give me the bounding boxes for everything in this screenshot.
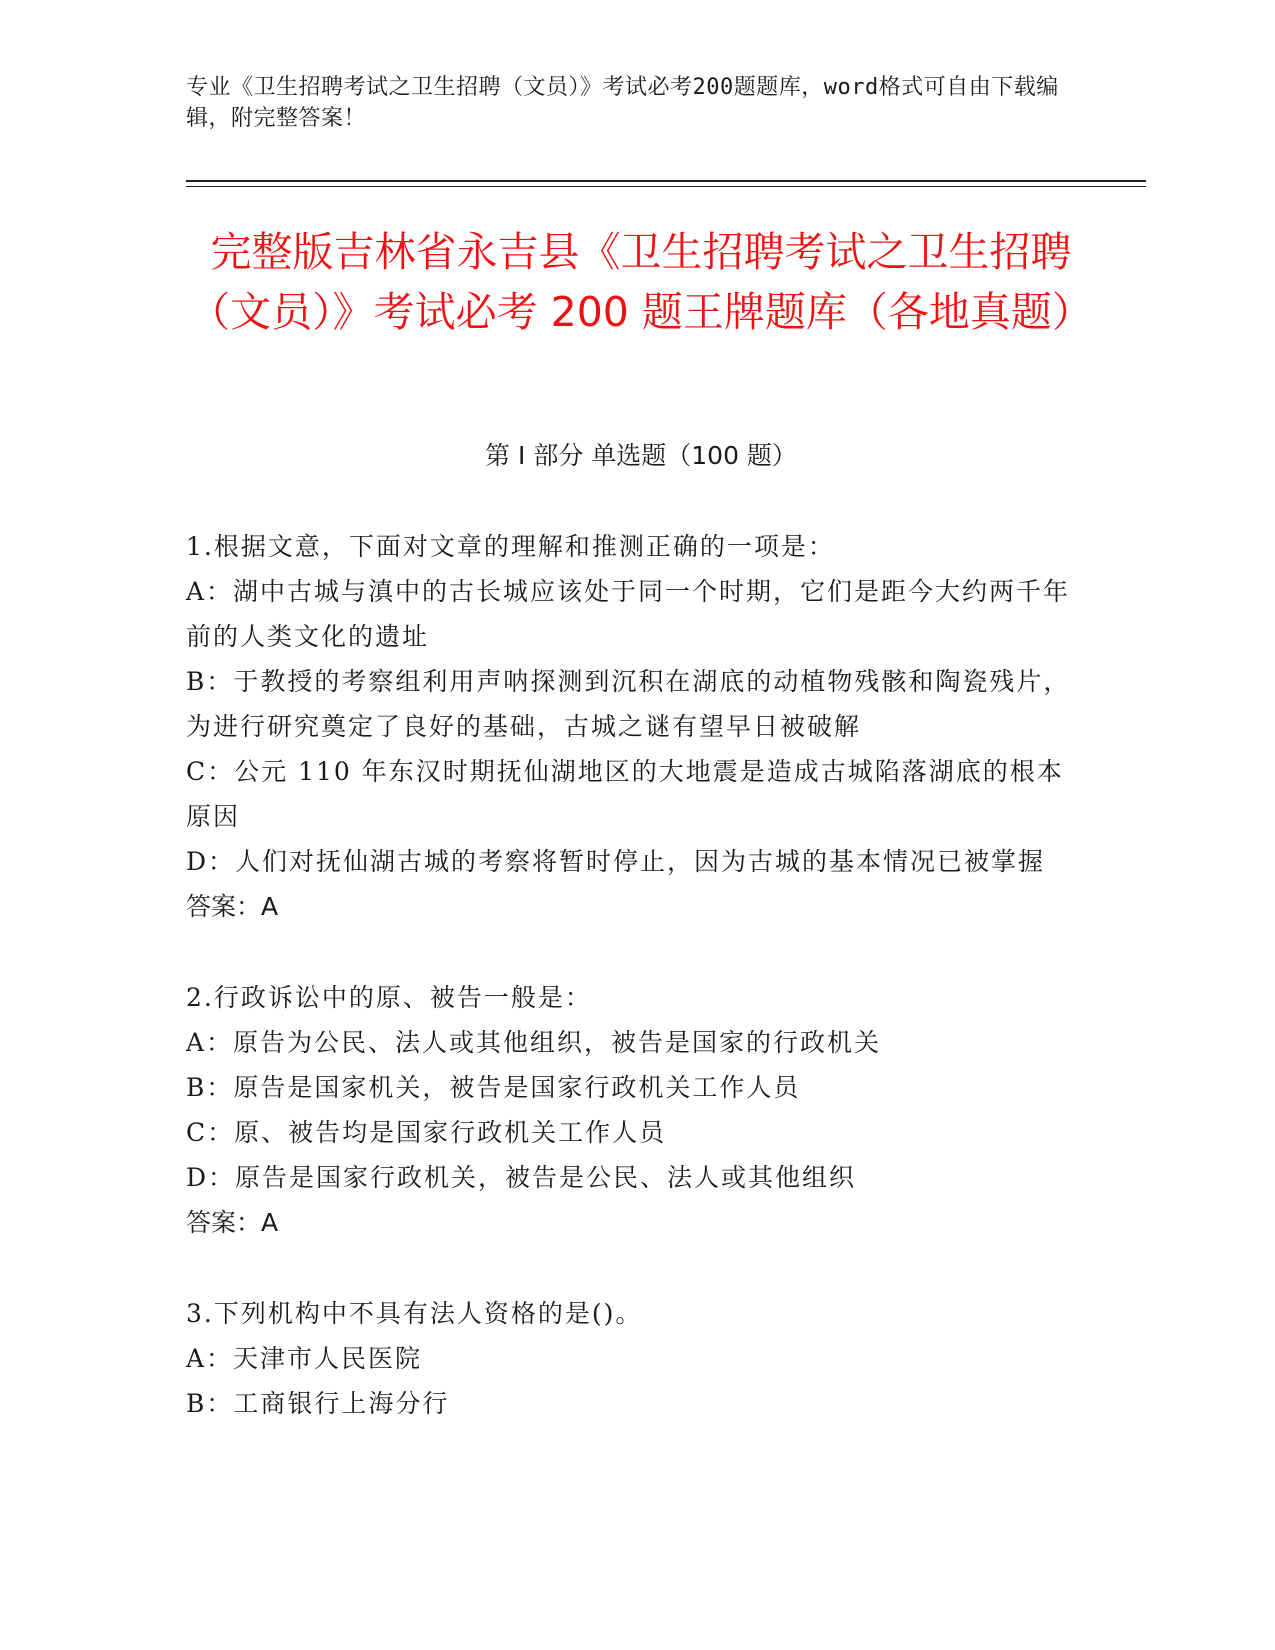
answer-text: 答案：A	[186, 1208, 279, 1237]
option-c: C：原、被告均是国家行政机关工作人员	[186, 1118, 667, 1147]
option-a: A：湖中古城与滇中的古长城应该处于同一个时期，它们是距今大约两千年前的人类文化的遗址	[186, 577, 1071, 651]
option-b: B：工商银行上海分行	[186, 1389, 450, 1418]
question-stem: 1.根据文意，下面对文章的理解和推测正确的一项是：	[186, 532, 835, 561]
option-a: A：原告为公民、法人或其他组织，被告是国家的行政机关	[186, 1028, 882, 1057]
question-list	[186, 524, 1086, 1472]
question-stem: 3.下列机构中不具有法人资格的是()。	[186, 1299, 643, 1328]
option-a: A：天津市人民医院	[186, 1344, 423, 1373]
section-heading: 第 I 部分 单选题（100 题）	[485, 441, 797, 470]
option-b: B：于教授的考察组利用声呐探测到沉积在湖底的动植物残骸和陶瓷残片，为进行研究奠定了良好的基础，古城之谜有望早日被破解	[186, 667, 1071, 741]
answer-text: 答案：A	[186, 892, 279, 921]
question-3	[186, 1291, 1086, 1426]
option-c: C：公元 110 年东汉时期抚仙湖地区的大地震是造成古城陷落湖底的根本原因	[186, 757, 1064, 831]
question-1	[186, 524, 1086, 929]
option-d: D：原告是国家行政机关，被告是公民、法人或其他组织	[186, 1163, 857, 1192]
header-divider-thick	[186, 180, 1146, 182]
question-2	[186, 975, 1086, 1245]
document-title: 完整版吉林省永吉县《卫生招聘考试之卫生招聘（文员）》考试必考 200 题王牌题库（各地真题）	[189, 228, 1093, 336]
option-b: B：原告是国家机关，被告是国家行政机关工作人员	[186, 1073, 801, 1102]
document-header-note: 专业《卫生招聘考试之卫生招聘（文员）》考试必考200题题库，word格式可自由下载编辑，附完整答案！	[186, 75, 1059, 131]
header-divider-thin	[186, 186, 1146, 187]
option-d: D：人们对抚仙湖古城的考察将暂时停止，因为古城的基本情况已被掌握	[186, 847, 1046, 876]
question-stem: 2.行政诉讼中的原、被告一般是：	[186, 983, 592, 1012]
